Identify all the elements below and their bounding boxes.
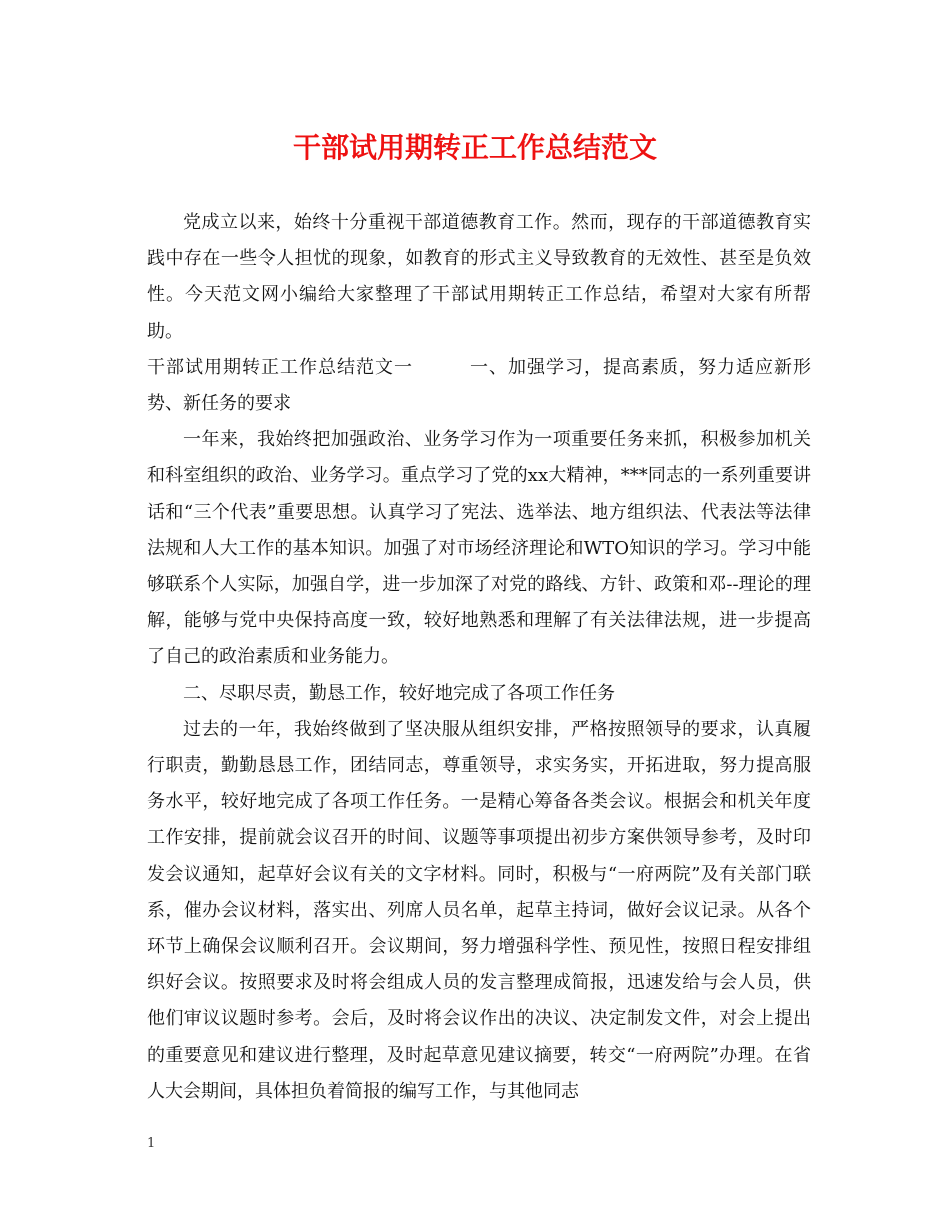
page-number: 1 [147,1136,156,1151]
study-paragraph: 一年来，我始终把加强政治、业务学习作为一项重要任务来抓，积极参加机关和科室组织的政治、业务学习。重点学习了党的xx大精神，***同志的一系列重要讲话和“三个代表”重要思想。认真学习了宪法、选举法、地方组织法、代表法等法律法规和人大工作的基本知识。加强了对市场经济理论和WTO知识的学习。学习中能够联系个人实际，加强自学，进一步加深了对党的路线、方针、政策和邓--理论的理解，能够与党中央保持高度一致，较好地熟悉和理解了有关法律法规，进一步提高了自己的政治素质和业务能力。 [147,429,811,668]
document-title: 干部试用期转正工作总结范文 [292,131,657,164]
section-two-heading: 二、尽职尽责，勤恳工作，较好地完成了各项工作任务 [183,682,615,704]
document-body [147,205,811,1110]
work-paragraph: 过去的一年，我始终做到了坚决服从组织安排，严格按照领导的要求，认真履行职责，勤勤恳恳工作，团结同志，尊重领导，求实务实，开拓进取，努力提高服务水平，较好地完成了各项工作任务。一是精心筹备各类会议。根据会和机关年度工作安排，提前就会议召开的时间、议题等事项提出初步方案供领导参考，及时印发会议通知，起草好会议有关的文字材料。同时，积极与“一府两院”及有关部门联系，催办会议材料，落实出、列席人员名单，起草主持词，做好会议记录。从各个环节上确保会议顺利召开。会议期间，努力增强科学性、预见性，按照日程安排组织好会议。按照要求及时将会组成人员的发言整理成简报，迅速发给与会人员，供他们审议议题时参考。会后，及时将会议作出的决议、决定制发文件，对会上提出的重要意见和建议进行整理，及时起草意见建议摘要，转交“一府两院”办理。在省人大会期间，具体担负着简报的编写工作，与其他同志 [147,718,811,1102]
section-heading-paragraph: 干部试用期转正工作总结范文一 一、加强学习，提高素质，努力适应新形势、新任务的要求 [147,356,811,415]
intro-paragraph: 党成立以来，始终十分重视干部道德教育工作。然而，现存的干部道德教育实践中存在一些令人担忧的现象，如教育的形式主义导致教育的无效性、甚至是负效性。今天范文网小编给大家整理了干部试用期转正工作总结，希望对大家有所帮助。 [147,212,811,342]
